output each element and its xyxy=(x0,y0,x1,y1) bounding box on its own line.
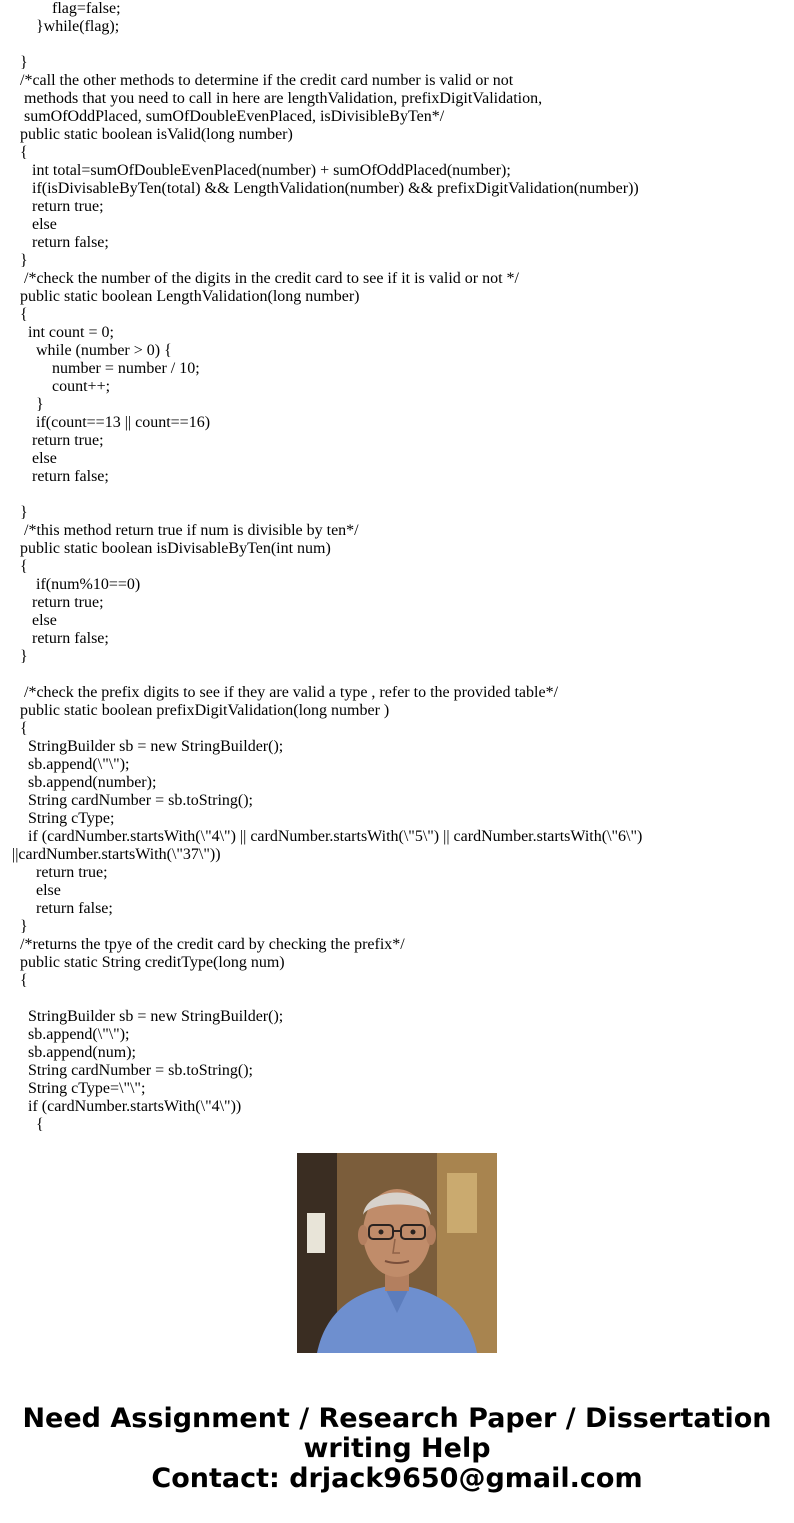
code-line: ||cardNumber.startsWith(\"37\")) xyxy=(8,846,221,863)
code-line: public static boolean prefixDigitValidation(long number ) xyxy=(8,702,390,719)
code-line: StringBuilder sb = new StringBuilder(); xyxy=(8,738,284,755)
code-line: String cardNumber = sb.toString(); xyxy=(8,1062,253,1079)
code-line: sb.append(\"\"); xyxy=(8,1026,130,1043)
code-line: sb.append(number); xyxy=(8,774,157,791)
code-line: else xyxy=(8,882,61,899)
code-line: count++; xyxy=(8,378,111,395)
code-line: return false; xyxy=(8,630,109,647)
code-line: /*this method return true if num is divisible by ten*/ xyxy=(8,522,359,539)
code-line: int total=sumOfDoubleEvenPlaced(number) + sumOfOddPlaced(number); xyxy=(8,162,511,179)
author-photo xyxy=(297,1153,497,1353)
code-line: return true; xyxy=(8,864,108,881)
code-line: sumOfOddPlaced, sumOfDoubleEvenPlaced, isDivisibleByTen*/ xyxy=(8,108,445,125)
code-line: return true; xyxy=(8,432,104,449)
promo-headline: Need Assignment / Research Paper / Dissertation xyxy=(22,1403,772,1434)
code-line: return true; xyxy=(8,594,104,611)
code-line: return false; xyxy=(8,900,113,917)
code-line: return false; xyxy=(8,234,109,251)
code-line: else xyxy=(8,450,57,467)
code-line: return false; xyxy=(8,468,109,485)
code-line: /*returns the tpye of the credit card by checking the prefix*/ xyxy=(8,936,405,953)
code-line: { xyxy=(8,306,28,323)
code-line: } xyxy=(8,252,28,269)
code-line: }while(flag); xyxy=(8,18,120,35)
code-line: String cType; xyxy=(8,810,115,827)
code-line: /*call the other methods to determine if the credit card number is valid or not xyxy=(8,72,514,89)
code-line: public static String creditType(long num) xyxy=(8,954,285,971)
code-line: int count = 0; xyxy=(8,324,114,341)
code-line: /*check the number of the digits in the credit card to see if it is valid or not */ xyxy=(8,270,519,287)
code-line: if (cardNumber.startsWith(\"4\")) xyxy=(8,1098,242,1115)
code-line: { xyxy=(8,144,28,161)
promo-subheadline: writing Help xyxy=(303,1433,491,1464)
code-line: number = number / 10; xyxy=(8,360,200,377)
code-line: { xyxy=(8,972,28,989)
code-line: { xyxy=(8,558,28,575)
code-line: { xyxy=(8,1116,44,1133)
code-line: if(count==13 || count==16) xyxy=(8,414,211,431)
code-line: if (cardNumber.startsWith(\"4\") || cardNumber.startsWith(\"5\") || cardNumber.startsWith(\"6\") xyxy=(8,828,643,845)
code-line: String cardNumber = sb.toString(); xyxy=(8,792,253,809)
code-line: /*check the prefix digits to see if they are valid a type , refer to the provided table*/ xyxy=(8,684,559,701)
code-line: flag=false; xyxy=(8,0,121,17)
code-line: public static boolean isDivisableByTen(int num) xyxy=(8,540,331,557)
code-line: else xyxy=(8,216,57,233)
author-avatar xyxy=(297,1153,497,1353)
code-line: if(isDivisableByTen(total) && LengthValidation(number) && prefixDigitValidation(number)) xyxy=(8,180,639,197)
code-line: return true; xyxy=(8,198,104,215)
code-line: public static boolean LengthValidation(long number) xyxy=(8,288,360,305)
code-line: public static boolean isValid(long number) xyxy=(8,126,293,143)
code-line: } xyxy=(8,396,44,413)
code-line: methods that you need to call in here are lengthValidation, prefixDigitValidation, xyxy=(8,90,543,107)
code-line: else xyxy=(8,612,57,629)
code-line: StringBuilder sb = new StringBuilder(); xyxy=(8,1008,284,1025)
code-line: if(num%10==0) xyxy=(8,576,141,593)
code-line: sb.append(\"\"); xyxy=(8,756,130,773)
code-line: { xyxy=(8,720,28,737)
code-line: while (number > 0) { xyxy=(8,342,172,359)
code-line: sb.append(num); xyxy=(8,1044,136,1061)
code-line: } xyxy=(8,54,28,71)
code-line: } xyxy=(8,918,28,935)
code-line: } xyxy=(8,504,28,521)
code-line: String cType=\"\"; xyxy=(8,1080,146,1097)
promo-contact: Contact: drjack9650@gmail.com xyxy=(151,1463,643,1494)
code-line: } xyxy=(8,648,28,665)
